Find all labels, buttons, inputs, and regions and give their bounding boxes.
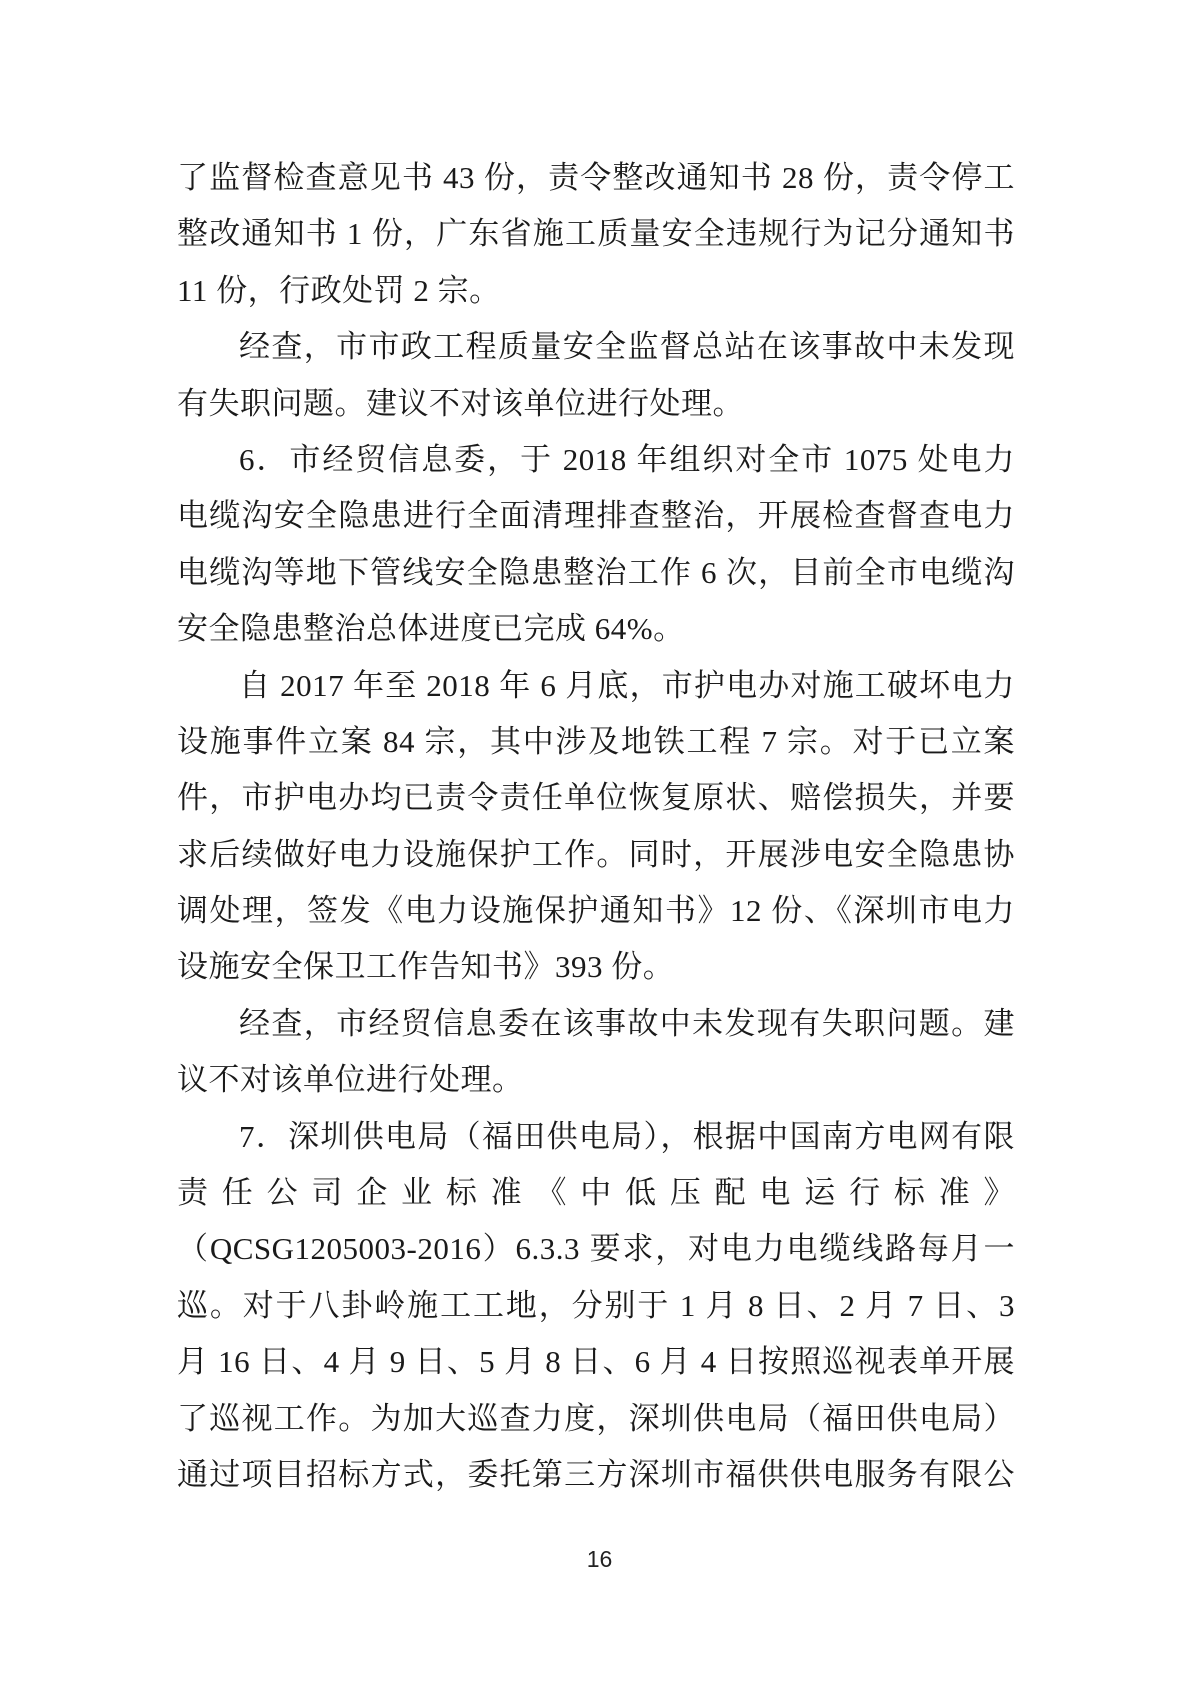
text-line: 有失职问题。建议不对该单位进行处理。 xyxy=(177,385,744,421)
text-line: 经查，市经贸信息委在该事故中未发现有失职问题。建 xyxy=(239,1005,1015,1041)
text-line: 巡。对于八卦岭施工工地，分别于 1 月 8 日、2 月 7 日、3 xyxy=(177,1287,1015,1323)
text-line: 6．市经贸信息委，于 2018 年组织对全市 1075 处电力 xyxy=(239,441,1015,477)
text-line: 通过项目招标方式，委托第三方深圳市福供供电服务有限公 xyxy=(177,1456,1015,1492)
text-line: 11 份，行政处罚 2 宗。 xyxy=(177,272,501,308)
text-line: 设施事件立案 84 宗，其中涉及地铁工程 7 宗。对于已立案 xyxy=(177,723,1015,759)
text-line: 电缆沟安全隐患进行全面清理排查整治，开展检查督查电力 xyxy=(177,498,1015,534)
text-line: 自 2017 年至 2018 年 6 月底，市护电办对施工破坏电力 xyxy=(239,667,1015,703)
text-line: 月 16 日、4 月 9 日、5 月 8 日、6 月 4 日按照巡视表单开展 xyxy=(177,1344,1015,1380)
document-body xyxy=(177,150,1015,1503)
text-line: 电缆沟等地下管线安全隐患整治工作 6 次，目前全市电缆沟 xyxy=(177,554,1015,590)
text-line: 安全隐患整治总体进度已完成 64%。 xyxy=(177,611,685,647)
text-line: 整改通知书 1 份，广东省施工质量安全违规行为记分通知书 xyxy=(177,216,1015,252)
page-number: 16 xyxy=(586,1546,613,1572)
text-line: 经查，市市政工程质量安全监督总站在该事故中未发现 xyxy=(239,329,1015,365)
text-line: 责任公司企业标准《中低压配电运行标准》 xyxy=(177,1175,1015,1211)
text-line: 了监督检查意见书 43 份，责令整改通知书 28 份，责令停工 xyxy=(177,160,1015,195)
text-line: （QCSG1205003-2016）6.3.3 要求，对电力电缆线路每月一 xyxy=(177,1231,1015,1267)
text-line: 7．深圳供电局（福田供电局），根据中国南方电网有限 xyxy=(239,1118,1015,1154)
text-line: 了巡视工作。为加大巡查力度，深圳供电局（福田供电局） xyxy=(177,1400,1015,1436)
text-line: 求后续做好电力设施保护工作。同时，开展涉电安全隐患协 xyxy=(177,836,1015,872)
text-line: 调处理，签发《电力设施保护通知书》12 份、《深圳市电力 xyxy=(177,893,1015,929)
text-line: 议不对该单位进行处理。 xyxy=(177,1062,524,1098)
text-line: 件，市护电办均已责令责任单位恢复原状、赔偿损失，并要 xyxy=(177,780,1015,816)
text-line: 设施安全保卫工作告知书》393 份。 xyxy=(177,949,675,985)
